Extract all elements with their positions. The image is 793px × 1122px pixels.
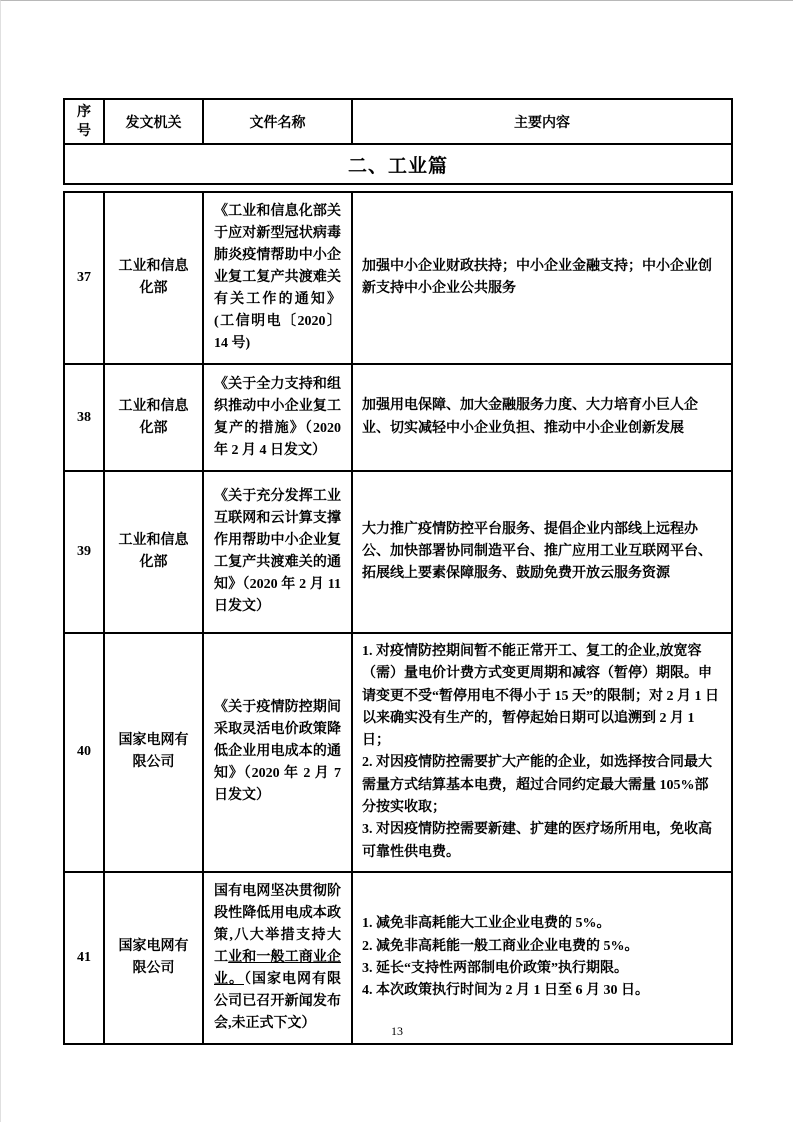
doc-name-text: 《关于疫情防控期间采取灵活电价政策降低企业用电成本的通知》（2020 年 2 月 7 日发文） <box>214 700 341 804</box>
policy-table <box>63 191 733 1045</box>
agency-name: 国家电网有限公司 <box>118 733 189 771</box>
page-number: 13 <box>391 1024 403 1038</box>
agency-name: 工业和信息化部 <box>118 259 189 296</box>
section-row <box>64 144 732 184</box>
column-header-serial <box>64 99 104 144</box>
content-item: 4. 本次政策执行时间为 2 月 1 日至 6 月 30 日。 <box>362 983 649 999</box>
column-header-serial-label: 序号 <box>77 104 91 139</box>
row-doc-name <box>203 192 352 364</box>
row-serial <box>64 192 104 364</box>
content-item: 加强用电保障、加大金融服务力度、大力培育小巨人企业、切实减轻中小企业负担、推动中小企业创新发展 <box>362 398 698 436</box>
content-list <box>362 519 722 586</box>
doc-name-text: 国有电网坚决贯彻阶段性降低用电成本政策,八大举措支持大工 <box>214 883 341 965</box>
row-serial <box>64 471 104 633</box>
agency-name: 工业和信息化部 <box>118 398 189 436</box>
section-title: 二、工业篇 <box>64 144 732 184</box>
column-header-doc-name: 文件名称 <box>203 99 352 144</box>
row-serial <box>64 872 104 1044</box>
row-doc-name <box>203 471 352 633</box>
row-serial <box>64 633 104 872</box>
content-item: 大力推广疫情防控平台服务、提倡企业内部线上远程办公、加快部署协同制造平台、推广应用工业互联网平台、拓展线上要素保障服务、鼓励免费开放云服务资源 <box>362 521 712 582</box>
content-list <box>362 913 722 1002</box>
serial-number: 40 <box>77 744 91 760</box>
serial-number: 37 <box>77 270 91 285</box>
table-row <box>64 471 732 633</box>
row-serial <box>64 364 104 471</box>
row-doc-name <box>203 364 352 471</box>
content-item: 加强中小企业财政扶持；中小企业金融支持；中小企业创新支持中小企业公共服务 <box>362 258 712 296</box>
agency-name: 工业和信息化部 <box>118 533 189 570</box>
content-item: 2. 对因疫情防控需要扩大产能的企业，如选择按合同最大需量方式结算基本电费，超过合同约定最大需量 105%部分按实收取； <box>362 755 712 816</box>
table-header <box>63 98 733 185</box>
doc-name-text: 《关于充分发挥工业互联网和云计算支撑作用帮助中小企业复工复产共渡难关的通知》（2020 年 2 月 11 日发文） <box>214 489 341 614</box>
policy-table-body <box>64 192 732 1044</box>
serial-number: 41 <box>77 949 91 965</box>
row-agency <box>104 471 203 633</box>
row-content <box>352 633 732 872</box>
content-list <box>362 395 722 440</box>
row-content <box>352 471 732 633</box>
row-doc-name <box>203 872 352 1044</box>
doc-name-underlined-text: 业和一般工商业企业。 <box>214 949 341 987</box>
row-agency <box>104 364 203 471</box>
row-content <box>352 872 732 1044</box>
content-list <box>362 641 722 864</box>
column-header-content: 主要内容 <box>352 99 732 144</box>
serial-number: 38 <box>77 409 91 425</box>
doc-name-text: 《关于全力支持和组织推动中小企业复工复产的措施》（2020 年 2 月 4 日发文） <box>214 376 341 458</box>
content-item: 1. 对疫情防控期间暂不能正常开工、复工的企业,放宽容（需）量电价计费方式变更周期和减容（暂停）期限。申请变更不受“暂停用电不得小于 15 天”的限制；对 2 月 1 日以来确实没有生产的，暂停起始日期可以追溯到 2 月 1 日； <box>362 644 719 749</box>
row-agency <box>104 192 203 364</box>
header-row <box>64 99 732 144</box>
row-agency <box>104 633 203 872</box>
row-content <box>352 364 732 471</box>
column-header-agency: 发文机关 <box>104 99 203 144</box>
agency-name: 国家电网有限公司 <box>118 938 189 976</box>
content-item: 1. 减免非高耗能大工业企业电费的 5%。 <box>362 916 611 932</box>
serial-number: 39 <box>77 544 91 559</box>
policy-document <box>63 98 731 1045</box>
doc-name-text: 《工业和信息化部关于应对新型冠状病毒肺炎疫情帮助中小企业复工复产共渡难关有关工作的通知》(工信明电〔2020〕14 号) <box>214 204 341 351</box>
table-row <box>64 872 732 1044</box>
content-item: 3. 对因疫情防控需要新建、扩建的医疗场所用电，免收高可靠性供电费。 <box>362 822 712 860</box>
doc-name-text: （国家电网有限公司已召开新闻发布会,未正式下文） <box>214 971 341 1031</box>
content-item: 3. 延长“支持性两部制电价政策”执行期限。 <box>362 960 628 976</box>
content-item: 2. 减免非高耗能一般工商业企业电费的 5%。 <box>362 938 639 954</box>
row-content <box>352 192 732 364</box>
row-agency <box>104 872 203 1044</box>
table-row <box>64 364 732 471</box>
row-doc-name <box>203 633 352 872</box>
content-list <box>362 256 722 301</box>
table-row <box>64 192 732 364</box>
table-row <box>64 633 732 872</box>
